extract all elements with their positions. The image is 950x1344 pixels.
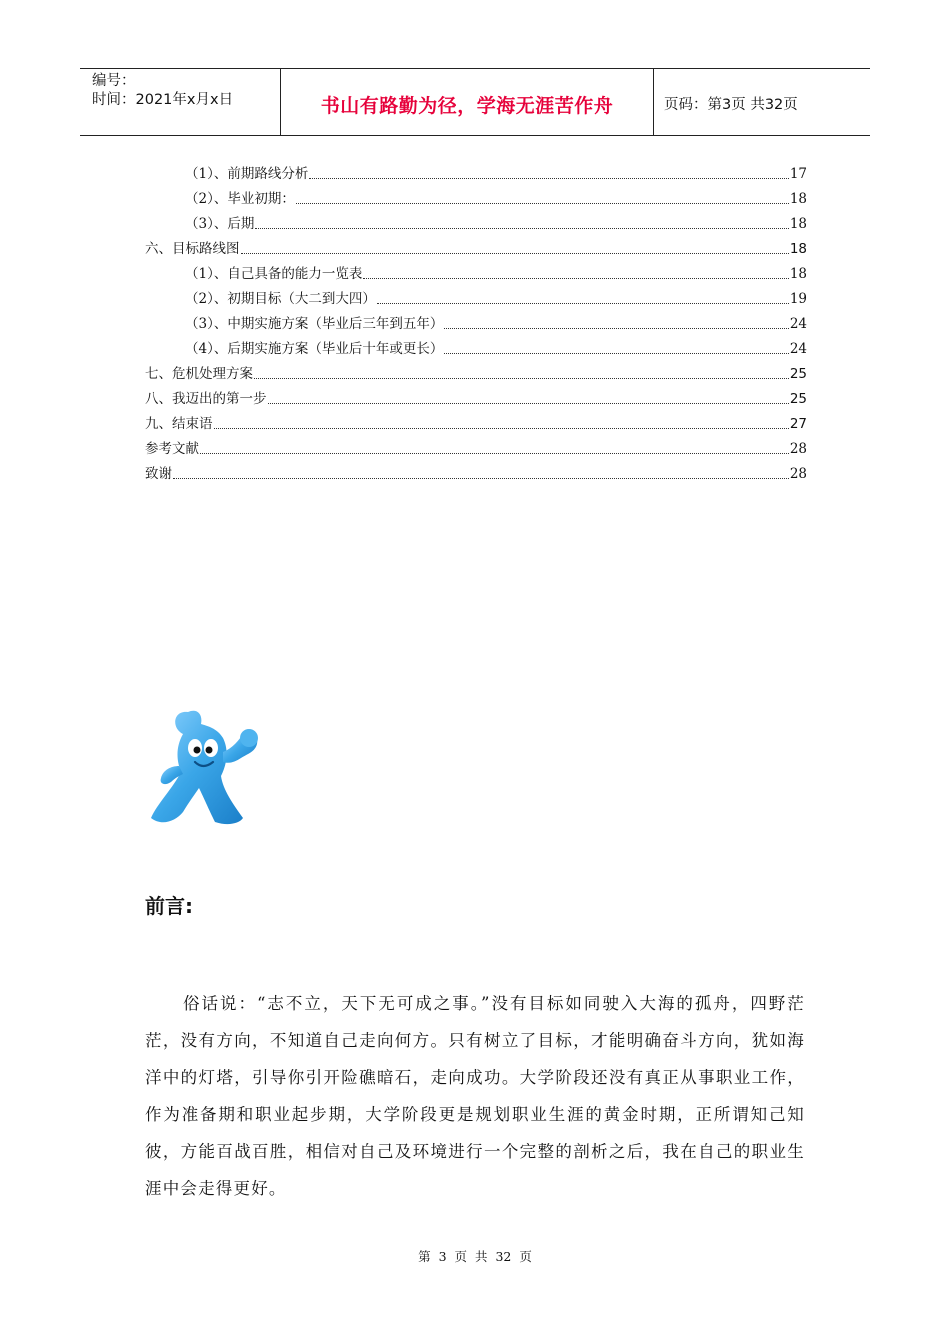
toc-leader-dots xyxy=(268,402,789,404)
toc-entry[interactable] xyxy=(145,183,807,208)
toc-entry-title: （3）、中期实施方案（毕业后三年到五年） xyxy=(185,316,444,332)
toc-entry-page: 25 xyxy=(789,391,807,407)
toc-entry-title: 致谢 xyxy=(145,466,172,482)
mascot-figure-icon xyxy=(143,700,268,830)
toc-entry[interactable] xyxy=(145,383,807,408)
toc-leader-dots xyxy=(377,302,789,304)
number-label: 编号： xyxy=(92,73,136,89)
toc-entry-title: 九、结束语 xyxy=(145,416,213,432)
toc-entry[interactable] xyxy=(145,333,807,358)
toc-entry-page: 28 xyxy=(789,466,807,482)
page-header xyxy=(80,68,870,136)
preface-title: 前言: xyxy=(145,894,193,918)
toc-leader-dots xyxy=(200,452,789,454)
toc-entry-title: 六、目标路线图 xyxy=(145,241,240,257)
toc-entry[interactable] xyxy=(145,158,807,183)
toc-leader-dots xyxy=(363,277,788,279)
toc-entry[interactable] xyxy=(145,308,807,333)
toc-leader-dots xyxy=(444,352,788,354)
toc-entry-page: 24 xyxy=(789,316,807,332)
toc-entry[interactable] xyxy=(145,208,807,233)
toc-entry-title: （3）、后期 xyxy=(185,216,255,232)
toc-entry[interactable] xyxy=(145,433,807,458)
page-footer: 第 3 页 共 32 页 xyxy=(418,1249,532,1264)
toc-entry-page: 17 xyxy=(789,166,807,182)
header-meta xyxy=(80,69,281,135)
toc-entry[interactable] xyxy=(145,458,807,483)
toc-leader-dots xyxy=(255,227,788,229)
toc-entry-title: 七、危机处理方案 xyxy=(145,366,253,382)
toc-entry[interactable] xyxy=(145,358,807,383)
toc-leader-dots xyxy=(241,252,789,254)
time-label: 时间：2021年x月x日 xyxy=(92,92,234,108)
toc-entry-page: 25 xyxy=(789,366,807,382)
toc-leader-dots xyxy=(444,327,788,329)
toc-entry-title: （1）、前期路线分析 xyxy=(185,166,309,182)
toc-entry-title: （2）、初期目标（大二到大四） xyxy=(185,291,376,307)
toc-leader-dots xyxy=(309,177,788,179)
toc-entry-page: 18 xyxy=(789,216,807,232)
toc-entry[interactable] xyxy=(145,233,807,258)
toc-entry-page: 18 xyxy=(789,191,807,207)
toc-leader-dots xyxy=(173,477,789,479)
toc-entry-page: 18 xyxy=(789,241,807,257)
toc-entry-title: （4）、后期实施方案（毕业后十年或更长） xyxy=(185,341,444,357)
header-motto: 书山有路勤为径，学海无涯苦作舟 xyxy=(281,69,654,135)
toc-leader-dots xyxy=(214,427,789,429)
toc-leader-dots xyxy=(296,202,789,204)
toc-entry-title: 八、我迈出的第一步 xyxy=(145,391,267,407)
toc-entry-page: 19 xyxy=(789,291,807,307)
toc-entry-page: 18 xyxy=(789,266,807,282)
toc-entry[interactable] xyxy=(145,408,807,433)
preface-paragraph: 俗话说：“志不立，天下无可成之事。”没有目标如同驶入大海的孤舟，四野茫茫，没有方向，不知道自己走向何方。只有树立了目标，才能明确奋斗方向，犹如海洋中的灯塔，引导你引开险礁暗石，走向成功。大学阶段还没有真正从事职业工作，作为准备期和职业起步期，大学阶段更是规划职业生涯的黄金时期，正所谓知己知彼，方能百战百胜，相信对自己及环境进行一个完整的剖析之后，我在自己的职业生涯中会走得更好。 xyxy=(145,994,805,1198)
toc-entry-page: 28 xyxy=(789,441,807,457)
header-page-label: 页码：第3页 共32页 xyxy=(664,96,798,113)
toc-entry[interactable] xyxy=(145,258,807,283)
table-of-contents xyxy=(145,158,807,483)
toc-entry-title: （1）、自己具备的能力一览表 xyxy=(185,266,363,282)
toc-leader-dots xyxy=(254,377,789,379)
toc-entry-title: （2）、毕业初期： xyxy=(185,191,295,207)
toc-entry-title: 参考文献 xyxy=(145,441,199,457)
toc-entry[interactable] xyxy=(145,283,807,308)
toc-entry-page: 24 xyxy=(789,341,807,357)
toc-entry-page: 27 xyxy=(789,416,807,432)
